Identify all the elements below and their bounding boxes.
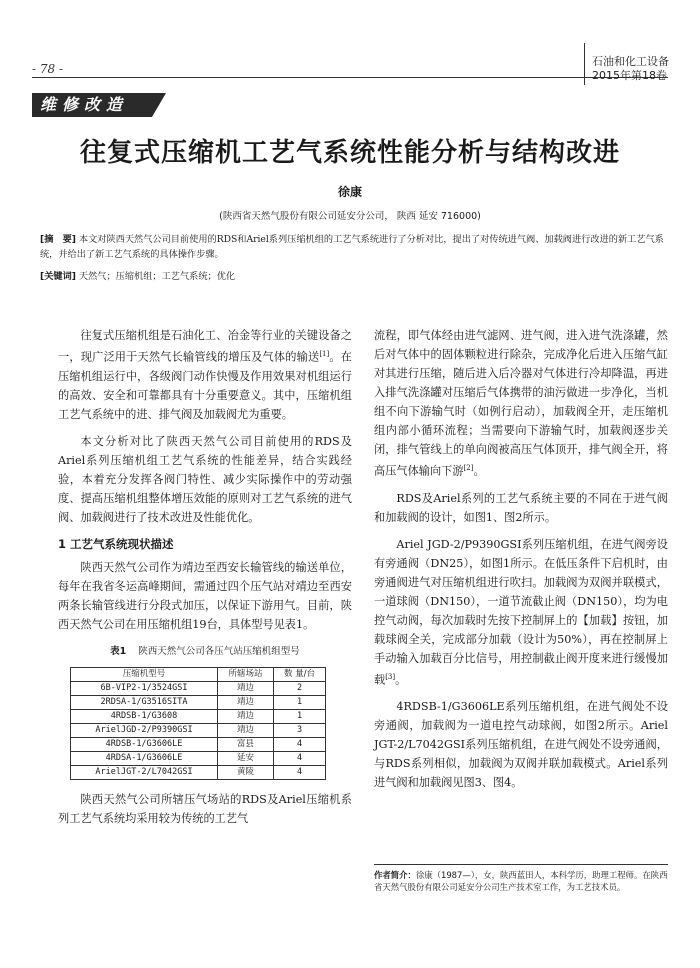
journal-name: 石油和化工设备: [592, 55, 669, 68]
author-footnote: [374, 869, 668, 893]
table-row: 4RDSB-1/G3608 靖边 1: [71, 709, 326, 723]
table-row: 4RDSB-1/G3606LE 富县 4: [71, 737, 326, 751]
page-number: - 78 -: [32, 62, 64, 76]
table-header-cell: 压缩机型号: [71, 667, 218, 681]
paragraph: Ariel JGD-2/P9390GSI系列压缩机组，在进气阀旁设有旁通阀（DN25），如图1所示。在低压条件下启机时，由旁通阀进气对压缩机组进行吹扫。加载阀为双阀并联模式，一道球阀（DN150），一道节流截止阀（DN150），均为电控气动阀，每次加载时先按下控制屏上的【加载】按钮，加载球阀全关，完成部分加载（设计为50%），再在控制屏上手动输入加载百分比信号，用控制截止阀开度来进行缓慢加载[3]。: [374, 537, 668, 687]
author: 徐康: [337, 185, 362, 199]
keywords: [40, 268, 665, 282]
paragraph: 陕西天然气公司作为靖边至西安长输管线的输送单位，每年在我省冬运高峰期间，需通过四个压气站对靖边至西安两条长输管线进行分段式加压，以保证下游用气。目前，陕西天然气公司在用压缩机组19台，具体型号见表1。: [58, 560, 352, 631]
section-heading: 1 工艺气系统现状描述: [58, 536, 174, 551]
table-header-cell: 数 量/台: [274, 667, 326, 681]
section-banner: 维修改造: [32, 93, 152, 117]
table-row: ArielJGT-2/L7042GSI 黄陵 4: [71, 765, 326, 779]
footnote-label: 作者简介：: [374, 870, 416, 880]
paragraph: 4RDSB-1/G3606LE系列压缩机组，在进气阀处不设旁通阀，加载阀为一道电控气动球阀，如图2所示。Ariel JGT-2/L7042GSI系列压缩机组，在进气阀处不设旁通阀，与RDS系列相似，加载阀为双阀并联加载模式。Ariel系列进气阀和加载阀见图3、图4。: [374, 700, 668, 790]
journal-issue: 2015年第18卷: [592, 69, 667, 82]
table-row: ArielJGD-2/P9390GSI 靖边 3: [71, 723, 326, 737]
header-rule: [32, 77, 668, 78]
paper-title: 往复式压缩机工艺气系统性能分析与结构改进: [79, 138, 620, 168]
keywords-text: 天然气；压缩机组；工艺气系统；优化: [78, 271, 236, 282]
left-column: [58, 326, 352, 836]
table-header-cell: 所辖场站: [218, 667, 274, 681]
right-column: [374, 326, 668, 800]
table-header-row: [71, 667, 326, 681]
table-caption-text: 陕西天然气公司各压气站压缩机组型号: [138, 645, 300, 657]
footnote-rule: [374, 864, 668, 865]
paragraph: 本文分析对比了陕西天然气公司目前使用的RDS及Ariel系列压缩机组工艺气系统的性能差异，结合实践经验，本着充分发挥各阀门特性、减少实际操作中的劳动强度、提高压缩机组整体增压效能的原则对工艺气系统的进气阀、加载阀进行了技术改进及性能优化。: [58, 434, 352, 524]
citation: [2]: [463, 464, 474, 472]
affiliation: (陕西省天然气股份有限公司延安分公司， 陕西 延安 716000): [219, 211, 481, 222]
table-row: 4RDSA-1/G3606LE 延安 4: [71, 751, 326, 765]
abstract: [40, 232, 665, 262]
header-divider: [584, 43, 585, 85]
table-caption: [58, 642, 352, 661]
paragraph: 往复式压缩机组是石油化工、冶金等行业的关键设备之一，现广泛用于天然气长输管线的增压及气体的输送[1]。在压缩机组运行中，各级阀门动作快慢及作用效果对机组运行的高效、安全和可靠都具有十分重要意义。其中，压缩机组工艺气系统中的进、排气阀及加载阀尤为重要。: [58, 329, 352, 421]
compressor-table: [70, 667, 326, 780]
journal-info: [592, 55, 669, 83]
footnote-text: 徐康（1987—），女，陕西蓝田人，本科学历，助理工程师。在陕西省天然气股份有限公司延安分公司生产技术室工作，为工艺技术员。: [374, 870, 668, 892]
table-row: 2RDSA-1/G3516SITA 靖边 1: [71, 695, 326, 709]
table-row: 6B-VIP2-1/3524GSI 靖边 2: [71, 681, 326, 695]
keywords-label: [关键词]: [40, 271, 76, 282]
abstract-label: [摘 要]: [40, 234, 76, 245]
paragraph: RDS及Ariel系列的工艺气系统主要的不同在于进气阀和加载阀的设计，如图1、图2所示。: [374, 491, 668, 524]
citation: [1]: [319, 350, 330, 358]
citation: [3]: [385, 672, 396, 681]
paragraph: 流程，即气体经由进气滤网、进气阀，进入进气洗涤罐，然后对气体中的固体颗粒进行除杂，完成净化后进入压缩气缸对其进行压缩，随后进入后冷器对气体进行冷却降温，再进入排气洗涤罐对压缩后气体携带的油污做进一步净化，当机组不向下游输气时（如例行启动），加载阀全开，走压缩机组内部小循环流程；当需要向下游输气时，加载阀逐步关闭，排气管线上的单向阀被高压气体顶开，排气阀全开，将高压气体输向下游[2]。: [374, 329, 668, 478]
paragraph: 陕西天然气公司所辖压气场站的RDS及Ariel压缩机系列工艺气系统均采用较为传统的工艺气: [58, 792, 352, 825]
section-banner-tail: [152, 93, 166, 117]
abstract-text: 本文对陕西天然气公司目前使用的RDS和Ariel系列压缩机组的工艺气系统进行了分析对比，提出了对传统进气阀、加载阀进行改进的新工艺气系统，并给出了新工艺气系统的具体操作步骤。: [40, 234, 664, 260]
table-number: 表1: [110, 645, 127, 657]
